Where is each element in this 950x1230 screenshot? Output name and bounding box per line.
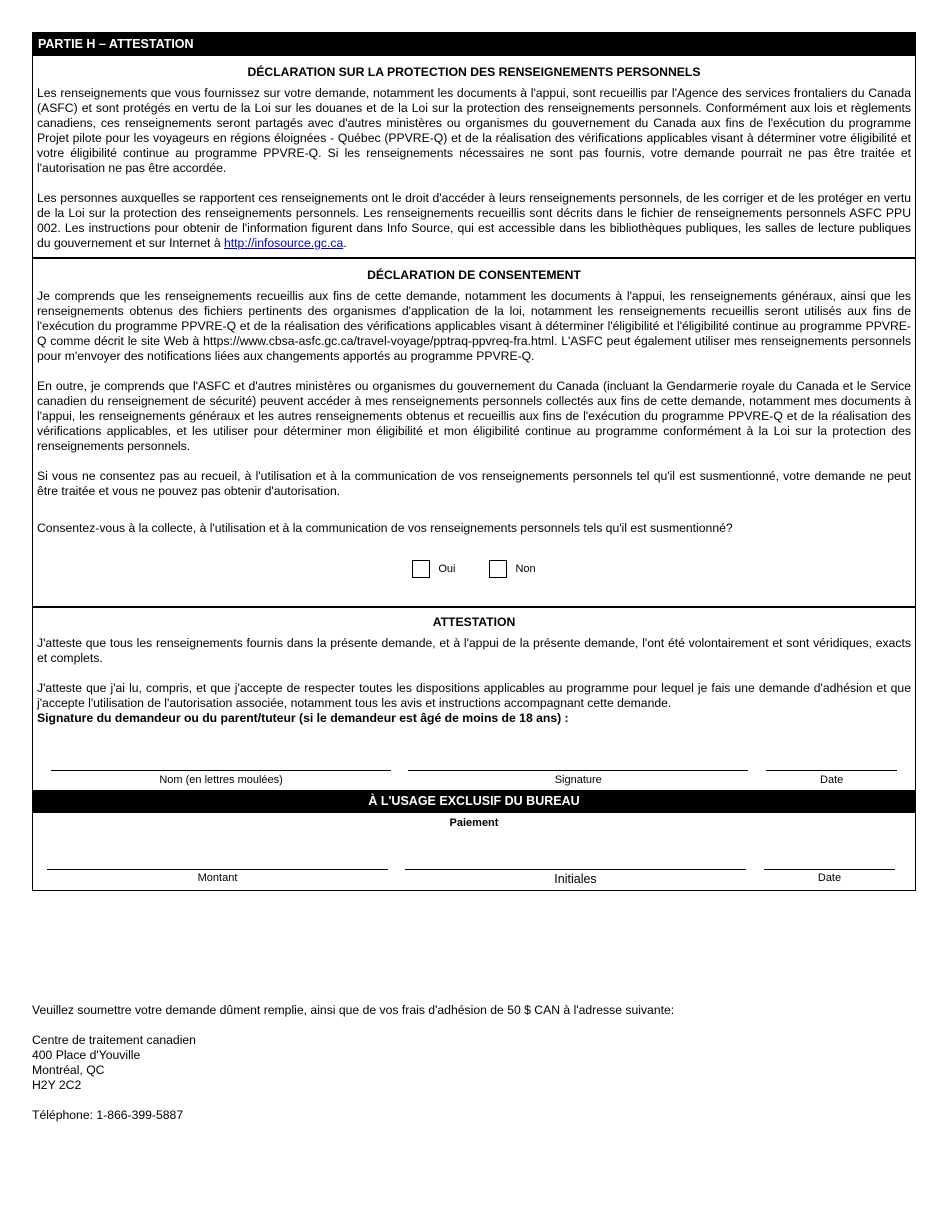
consent-no-checkbox[interactable]	[489, 560, 507, 578]
consent-choices	[37, 560, 911, 578]
attestation-paragraph-1: J'atteste que tous les renseignements fournis dans la présente demande, et à l'appui de la présente demande, l'ont été volontairement et sont véridiques, exacts et complets.	[37, 636, 911, 665]
consent-yes-checkbox[interactable]	[412, 560, 430, 578]
consent-paragraph-3: Si vous ne consentez pas au recueil, à l'utilisation et à la communication de vos renseignements personnels tel qu'il est susmentionné, votre demande ne peut être traitée et vous ne pouvez pas obtenir d'autorisation.	[37, 469, 911, 498]
consent-yes-option[interactable]	[412, 560, 455, 578]
name-label: Nom (en lettres moulées)	[159, 774, 283, 786]
initials-field[interactable]	[405, 869, 746, 886]
signature-label: Signature	[554, 774, 602, 786]
payment-label: Paiement	[449, 817, 499, 829]
consent-paragraph-1: Je comprends que les renseignements recueillis aux fins de cette demande, notamment les documents à l'appui, les renseignements généraux, ainsi que les renseignements obtenus des fichiers pertinents des organismes d'application de la loi, notamment les renseignements recueillis seront utilisés aux fins de l'exécution du programme PPVRE-Q et de la réalisation des vérifications applicables visant à déterminer l'éligibilité et l'éligibilité continue au programme PPVRE-Q comme décrit le site Web à https://www.cbsa-asfc.gc.ca/travel-voyage/pptraq-ppvreq-fra.html. L'ASFC peut également utiliser mes renseignements personnels pour m'envoyer des notifications liées aux changements apportés au programme PPVRE-Q.	[37, 289, 911, 363]
privacy-title: DÉCLARATION SUR LA PROTECTION DES RENSEIGNEMENTS PERSONNELS	[247, 65, 701, 79]
consent-question: Consentez-vous à la collecte, à l'utilisation et à la communication de vos renseignements personnels tels qu'il est susmentionné?	[37, 521, 733, 535]
consent-no-option[interactable]	[489, 560, 535, 578]
date-field[interactable]	[766, 770, 897, 788]
attestation-title: ATTESTATION	[432, 615, 516, 629]
attestation-form	[32, 32, 916, 891]
address-line-1: Centre de traitement canadien	[32, 1033, 196, 1047]
consent-no-label: Non	[515, 562, 536, 575]
address-line-4: H2Y 2C2	[32, 1078, 82, 1092]
privacy-paragraph-2	[37, 191, 911, 251]
office-use-section	[33, 813, 915, 890]
signature-lines	[37, 770, 911, 788]
consent-section	[33, 257, 915, 606]
phone-number: Téléphone: 1-866-399-5887	[32, 1108, 184, 1122]
initials-label: Initiales	[554, 872, 597, 886]
name-field[interactable]	[51, 770, 391, 788]
consent-yes-label: Oui	[438, 562, 456, 575]
privacy-paragraph-2-text: Les personnes auxquelles se rapportent ces renseignements ont le droit d'accéder à leurs renseignements personnels, de les corriger et de les protéger en vertu de la Loi sur la protection des renseignements personnels. Les renseignements recueillis sont décrits dans le fichier de renseignements personnels ASFC PPU 002. Les instructions pour obtenir de l'information figurent dans Info Source, qui est accessible dans les bibliothèques publiques, les salles de lecture publiques du gouvernement et sur Internet à	[37, 191, 911, 250]
submission-info	[32, 1003, 674, 1138]
consent-title: DÉCLARATION DE CONSENTEMENT	[367, 268, 581, 282]
address-line-2: 400 Place d'Youville	[32, 1048, 141, 1062]
office-date-field[interactable]	[764, 869, 895, 886]
mailing-address	[32, 1033, 674, 1093]
submission-instructions: Veuillez soumettre votre demande dûment remplie, ainsi que de vos frais d'adhésion de 50 $ CAN à l'adresse suivante:	[32, 1003, 675, 1017]
signature-field[interactable]	[408, 770, 748, 788]
privacy-section	[33, 56, 915, 257]
privacy-paragraph-2-end: .	[343, 236, 347, 250]
attestation-section	[33, 606, 915, 790]
amount-label: Montant	[197, 872, 238, 884]
infosource-link[interactable]: http://infosource.gc.ca	[224, 236, 344, 250]
part-h-header: PARTIE H – ATTESTATION	[33, 33, 915, 56]
address-line-3: Montréal, QC	[32, 1063, 105, 1077]
privacy-paragraph-1: Les renseignements que vous fournissez sur votre demande, notamment les documents à l'appui, sont recueillis par l'Agence des services frontaliers du Canada (ASFC) et sont protégés en vertu de la Loi sur les douanes et de la Loi sur la protection des renseignements personnels. Conformément aux lois et règlements canadiens, ces renseignements seront partagés avec d'autres ministères ou organismes du gouvernement du Canada aux fins de l'exécution du programme Projet pilote pour les voyageurs en régions éloignées - Québec (PPVRE-Q) et de la réalisation des vérifications applicables visant à déterminer votre éligibilité et votre éligibilité continue au programme PPVRE-Q. Si les renseignements nécessaires ne sont pas fournis, votre demande pourrait ne pas être traitée et l'autorisation ne pas être accordée.	[37, 86, 911, 175]
date-label: Date	[820, 774, 844, 786]
office-date-label: Date	[817, 872, 842, 884]
attestation-paragraph-2: J'atteste que j'ai lu, compris, et que j'accepte de respecter toutes les dispositions applicables au programme pour lequel je fais une demande d'adhésion et que j'accepte l'utilisation de l'autorisation associée, notamment tous les avis et instructions accompagnant cette demande.	[37, 681, 911, 710]
consent-paragraph-2: En outre, je comprends que l'ASFC et d'autres ministères ou organismes du gouvernement du Canada (incluant la Gendarmerie royale du Canada et le Service canadien du renseignement de sécurité) peuvent accéder à mes renseignements personnels collectés aux fins de cette demande, notamment mes documents à l'appui, les renseignements généraux et les autres renseignements obtenus et recueillis aux fins de l'exécution du programme PPVRE-Q et de la réalisation des vérifications applicables, et les utiliser pour déterminer mon éligibilité et mon éligibilité continue au programme conformément à la Loi sur la protection des renseignements personnels.	[37, 379, 911, 453]
signature-title: Signature du demandeur ou du parent/tuteur (si le demandeur est âgé de moins de 18 ans) :	[37, 711, 569, 725]
office-use-header: À L'USAGE EXCLUSIF DU BUREAU	[33, 790, 915, 813]
amount-field[interactable]	[47, 869, 388, 886]
office-lines	[33, 869, 915, 886]
